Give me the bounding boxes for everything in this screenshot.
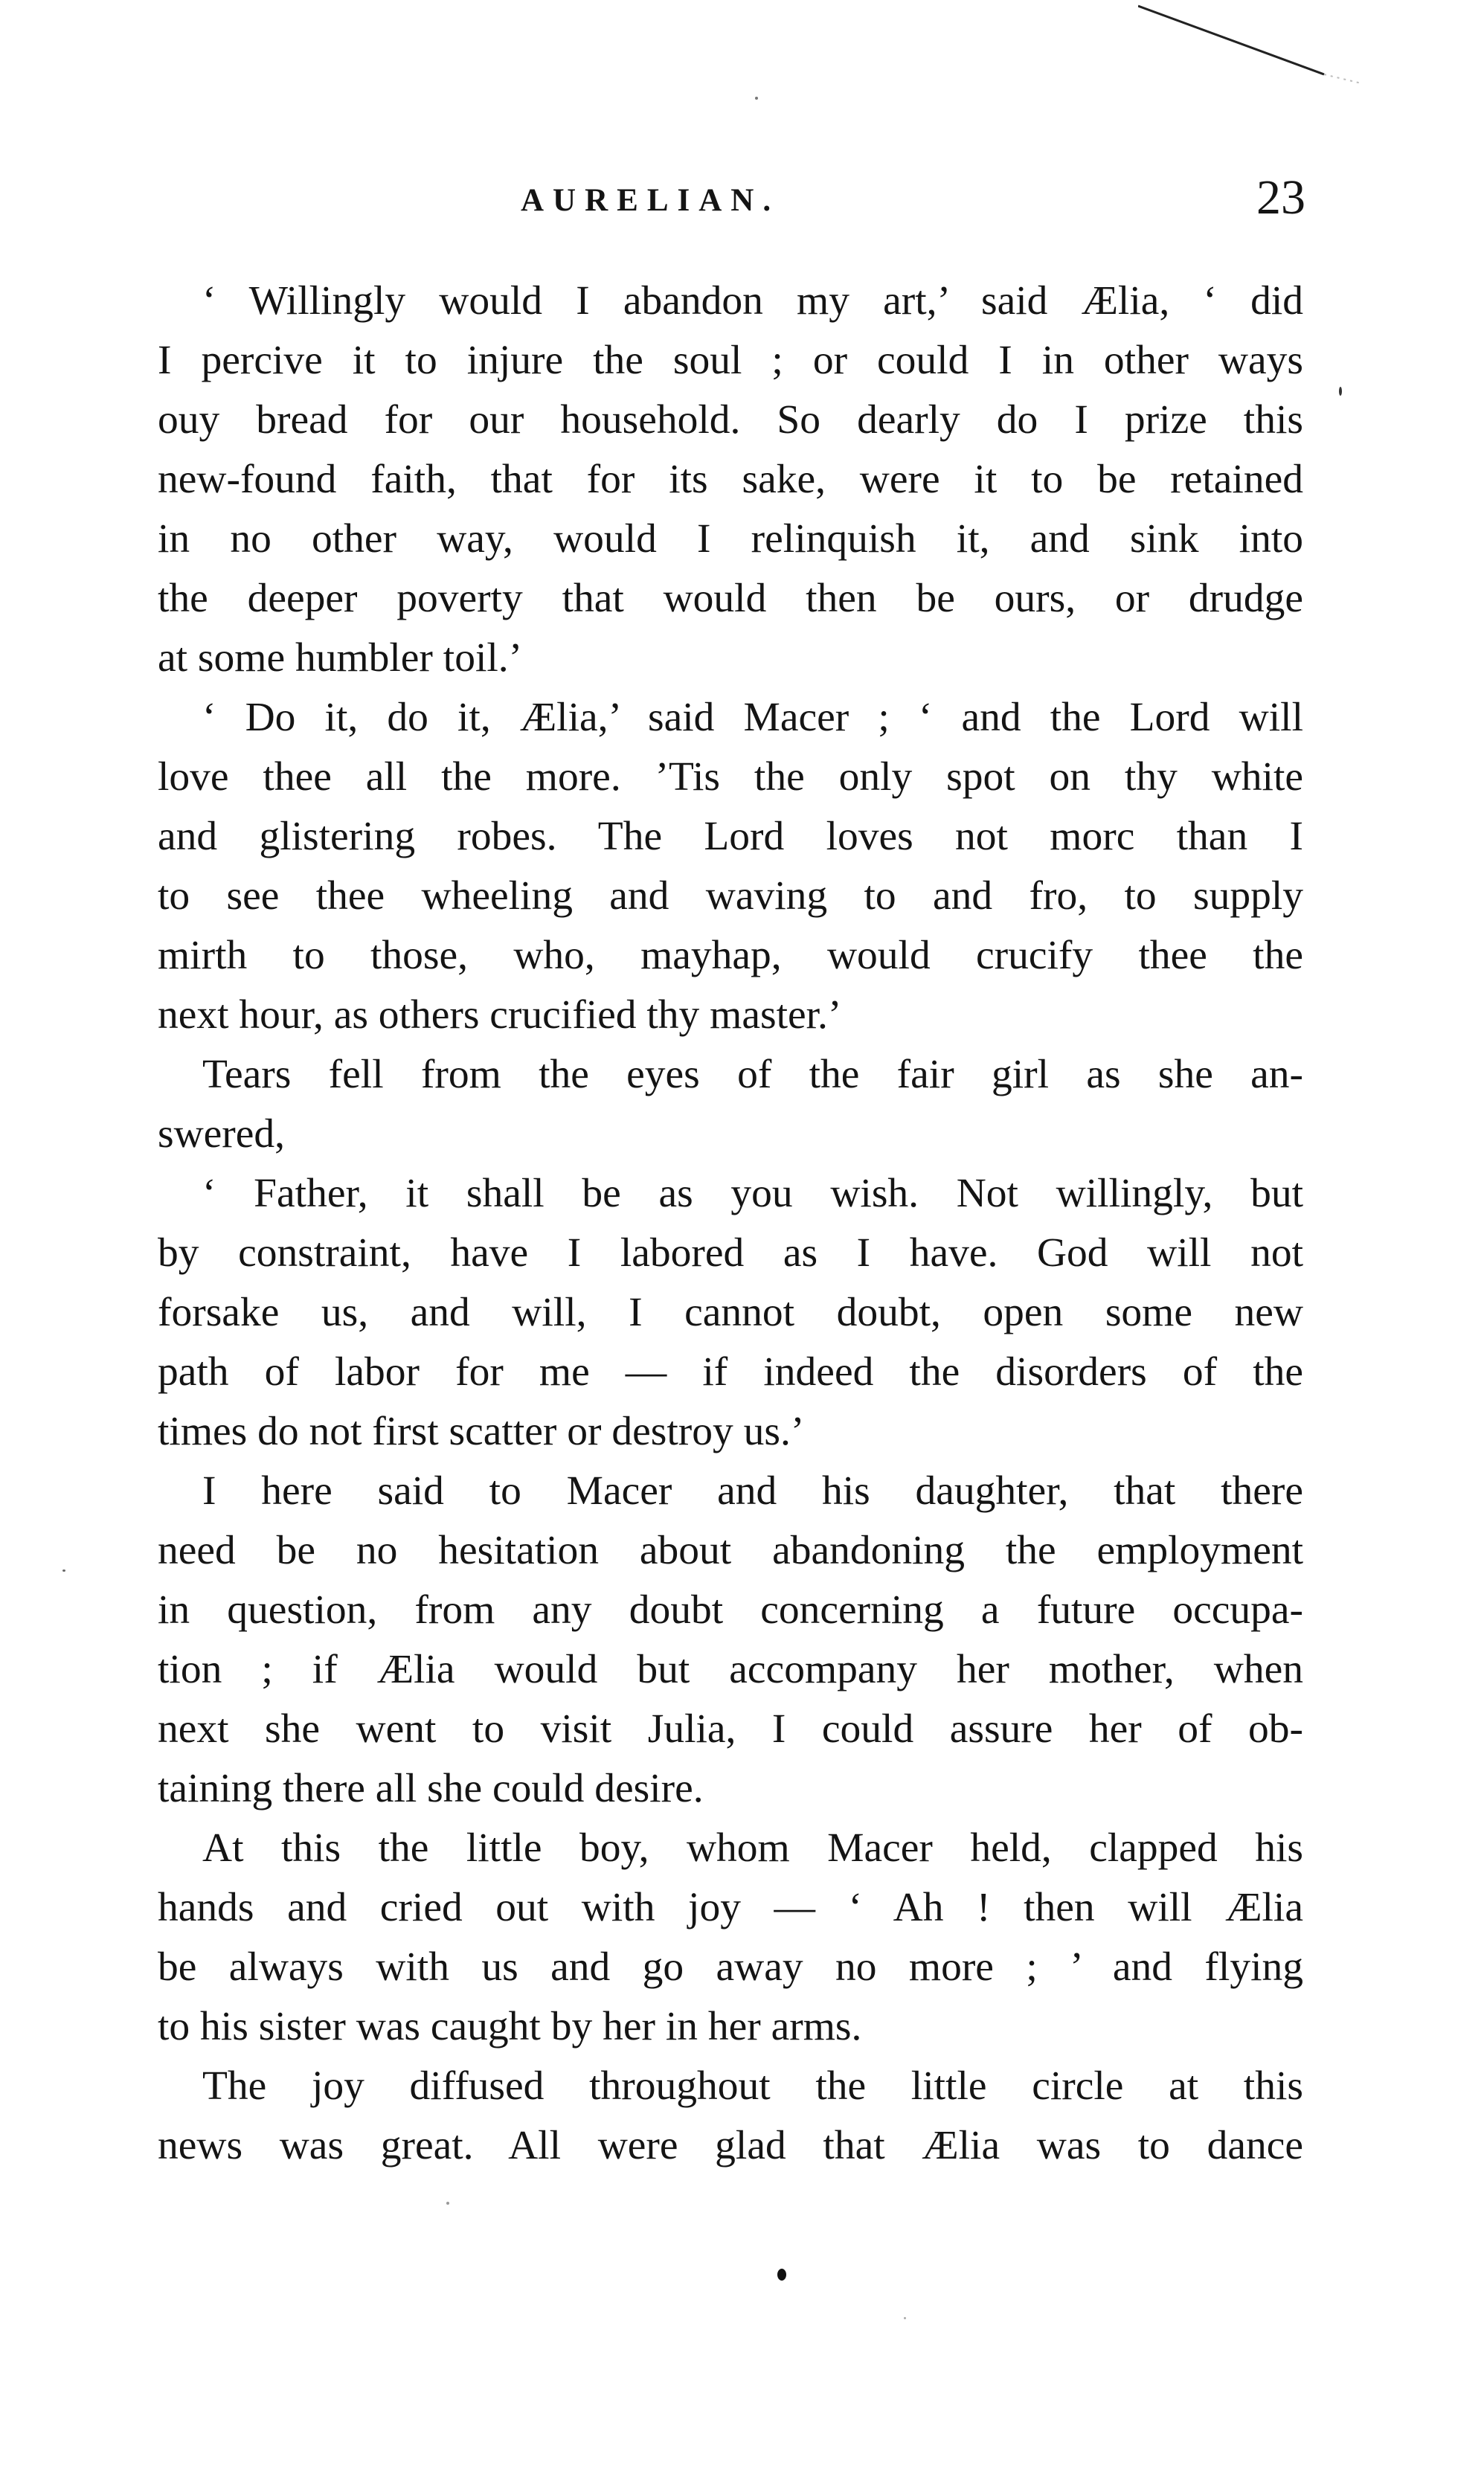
text-line: taining there all she could desire. [158, 1766, 704, 1811]
text-line: I percive it to injure the soul ; or could I in other ways [158, 338, 1303, 383]
text-line: be always with us and go away no more ; ’ and flying [158, 1944, 1303, 1990]
scan-speck [755, 97, 758, 100]
text-line: tion ; if Ælia would but accompany her mother, when [158, 1647, 1303, 1692]
text-line: ‘ Father, it shall be as you wish. Not willingly, but [202, 1171, 1303, 1216]
text-line: swered, [158, 1111, 286, 1157]
text-line: new-found faith, that for its sake, were it to be retained [158, 457, 1303, 502]
text-line: Tears fell from the eyes of the fair girl as she an- [202, 1052, 1303, 1097]
text-line: next she went to visit Julia, I could assure her of ob- [158, 1706, 1303, 1752]
text-line: by constraint, have I labored as I have. God will not [158, 1230, 1303, 1276]
scan-mark-line [1138, 0, 1376, 104]
page-number: 23 [1256, 170, 1305, 225]
text-line: mirth to those, who, mayhap, would crucify thee the [158, 933, 1303, 978]
scan-speck [777, 2269, 786, 2281]
text-line: path of labor for me — if indeed the disorders of the [158, 1349, 1303, 1395]
text-line: in question, from any doubt concerning a future occupa- [158, 1587, 1303, 1633]
text-line: next hour, as others crucified thy master.’ [158, 992, 842, 1038]
text-line: in no other way, would I relinquish it, and sink into [158, 516, 1303, 562]
text-line: to his sister was caught by her in her arms. [158, 2004, 862, 2049]
text-line: ‘ Willingly would I abandon my art,’ said Ælia, ‘ did [202, 278, 1303, 324]
scan-speck [62, 1569, 65, 1572]
text-line: The joy diffused throughout the little circle at this [202, 2063, 1303, 2109]
text-line: times do not first scatter or destroy us.’ [158, 1409, 805, 1454]
text-line: the deeper poverty that would then be ours, or drudge [158, 576, 1303, 621]
text-line: At this the little boy, whom Macer held, clapped his [202, 1825, 1303, 1871]
text-line: love thee all the more. ’Tis the only spot on thy white [158, 754, 1303, 800]
text-line: need be no hesitation about abandoning the employment [158, 1528, 1303, 1573]
text-line: forsake us, and will, I cannot doubt, open some new [158, 1290, 1303, 1335]
text-line: to see thee wheeling and waving to and fro, to supply [158, 873, 1303, 919]
text-line: ‘ Do it, do it, Ælia,’ said Macer ; ‘ and the Lord will [202, 695, 1303, 740]
text-line: ouy bread for our household. So dearly do I prize this [158, 397, 1303, 443]
text-line: I here said to Macer and his daughter, that there [202, 1468, 1303, 1514]
running-title: AURELIAN. [521, 183, 780, 218]
text-line: and glistering robes. The Lord loves not morc than I [158, 814, 1303, 859]
scan-speck [446, 2202, 449, 2205]
scan-speck [904, 2317, 906, 2319]
text-line: hands and cried out with joy — ‘ Ah ! then will Ælia [158, 1885, 1303, 1930]
text-line: news was great. All were glad that Ælia was to dance [158, 2123, 1303, 2168]
scan-speck [1339, 387, 1342, 396]
text-line: at some humbler toil.’ [158, 635, 523, 681]
